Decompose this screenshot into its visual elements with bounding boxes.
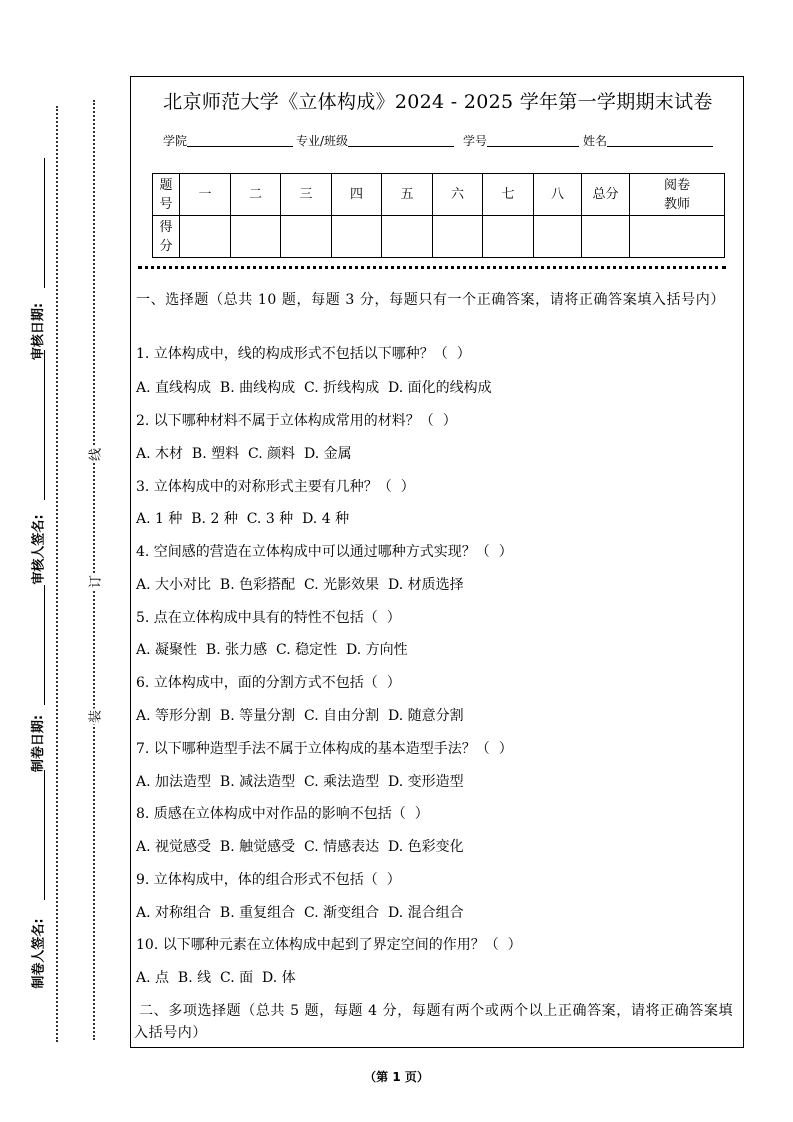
- auditor-signature-line: [44, 350, 45, 500]
- college-label: 学院: [163, 134, 188, 148]
- score-table-score-row: [153, 216, 725, 258]
- dotted-line-right: [93, 100, 95, 1040]
- score-input-cell[interactable]: [332, 216, 382, 258]
- score-cell-header: 四: [332, 174, 382, 216]
- question-text: 5. 点在立体构成中具有的特性不包括（ ）: [136, 610, 401, 626]
- cut-fold-mark: 装: [85, 709, 104, 725]
- score-cell-header: 五: [382, 174, 433, 216]
- question-text: 4. 空间感的营造在立体构成中可以通过哪种方式实现？（ ）: [136, 544, 513, 560]
- score-cell-score-label: 得 分: [153, 216, 180, 258]
- score-cell-total-label: 总分: [582, 174, 630, 216]
- exam-content: [136, 289, 741, 311]
- score-input-cell[interactable]: [281, 216, 332, 258]
- make-date-label: 制卷日期:: [31, 714, 47, 773]
- make-date-line: [44, 585, 45, 705]
- cut-bind-mark: 订: [85, 574, 104, 590]
- question-options: A. 等形分割 B. 等量分割 C. 自由分割 D. 随意分割: [136, 708, 464, 724]
- section2-heading: 二、多项选择题（总共 5 题，每题 4 分，每题有两个或两个以上正确答案，请将正确答案填入括号内）: [134, 1003, 734, 1041]
- question-options: A. 直线构成 B. 曲线构成 C. 折线构成 D. 面化的线构成: [136, 380, 492, 396]
- maker-signature-line: [44, 770, 45, 900]
- score-input-cell[interactable]: [483, 216, 534, 258]
- score-input-cell[interactable]: [534, 216, 582, 258]
- question-options: A. 凝聚性 B. 张力感 C. 稳定性 D. 方向性: [136, 642, 408, 658]
- binding-margin: [0, 0, 120, 1122]
- student-id-label: 学号: [463, 134, 488, 148]
- score-cell-header: 七: [483, 174, 534, 216]
- question-options: A. 加法造型 B. 减法造型 C. 乘法造型 D. 变形造型: [136, 774, 464, 790]
- question-text: 7. 以下哪种造型手法不属于立体构成的基本造型手法？（ ）: [136, 741, 513, 757]
- score-cell-grader-label: 阅卷 教师: [630, 174, 725, 216]
- score-cell-header: 八: [534, 174, 582, 216]
- student-id-field[interactable]: [487, 134, 579, 147]
- college-field[interactable]: [187, 134, 293, 147]
- question-text: 2. 以下哪种材料不属于立体构成常用的材料？（ ）: [136, 413, 457, 429]
- major-field[interactable]: [348, 134, 454, 147]
- auditor-signature-label: 审核人签名:: [31, 514, 47, 585]
- score-table-header-row: [153, 174, 725, 216]
- question-text: 8. 质感在立体构成中对作品的影响不包括（ ）: [136, 806, 429, 822]
- exam-title: 北京师范大学《立体构成》2024 - 2025 学年第一学期期末试卷: [163, 91, 713, 113]
- question-text: 6. 立体构成中，面的分割方式不包括（ ）: [136, 675, 401, 691]
- name-label: 姓名: [583, 134, 608, 148]
- score-input-cell[interactable]: [630, 216, 725, 258]
- score-input-cell[interactable]: [180, 216, 231, 258]
- cut-line-mark: 线: [85, 447, 104, 463]
- dotted-line-left: [56, 106, 58, 1042]
- maker-signature-label: 制卷人签名:: [31, 918, 47, 989]
- major-label: 专业/班级: [296, 134, 349, 148]
- score-table: [152, 173, 725, 258]
- audit-date-line: [44, 158, 45, 288]
- question-text: 10. 以下哪种元素在立体构成中起到了界定空间的作用？（ ）: [136, 937, 522, 953]
- question-text: 9. 立体构成中，体的组合形式不包括（ ）: [136, 872, 401, 888]
- question-text: 3. 立体构成中的对称形式主要有几种？（ ）: [136, 479, 415, 495]
- score-cell-header: 二: [231, 174, 281, 216]
- score-input-cell[interactable]: [231, 216, 281, 258]
- dotted-separator: [138, 266, 726, 269]
- audit-date-label: 审核日期:: [31, 302, 47, 361]
- page-number: （第 1 页）: [364, 1070, 429, 1084]
- question-options: A. 对称组合 B. 重复组合 C. 渐变组合 D. 混合组合: [136, 905, 464, 921]
- question-options: A. 木材 B. 塑料 C. 颜料 D. 金属: [136, 446, 352, 462]
- score-cell-header: 一: [180, 174, 231, 216]
- name-field[interactable]: [607, 134, 713, 147]
- score-input-cell[interactable]: [382, 216, 433, 258]
- section1-heading: 一、选择题（总共 10 题，每题 3 分，每题只有一个正确答案，请将正确答案填入括号内）: [136, 292, 725, 308]
- score-cell-header: 六: [433, 174, 483, 216]
- score-cell-header: 三: [281, 174, 332, 216]
- question-options: A. 点 B. 线 C. 面 D. 体: [136, 970, 296, 986]
- question-options: A. 视觉感受 B. 触觉感受 C. 情感表达 D. 色彩变化: [136, 839, 464, 855]
- score-input-cell[interactable]: [582, 216, 630, 258]
- score-cell-number-label: 题 号: [153, 174, 180, 216]
- question-options: A. 大小对比 B. 色彩搭配 C. 光影效果 D. 材质选择: [136, 577, 464, 593]
- question-text: 1. 立体构成中，线的构成形式不包括以下哪种？（ ）: [136, 346, 471, 362]
- score-input-cell[interactable]: [433, 216, 483, 258]
- question-options: A. 1 种 B. 2 种 C. 3 种 D. 4 种: [136, 511, 350, 527]
